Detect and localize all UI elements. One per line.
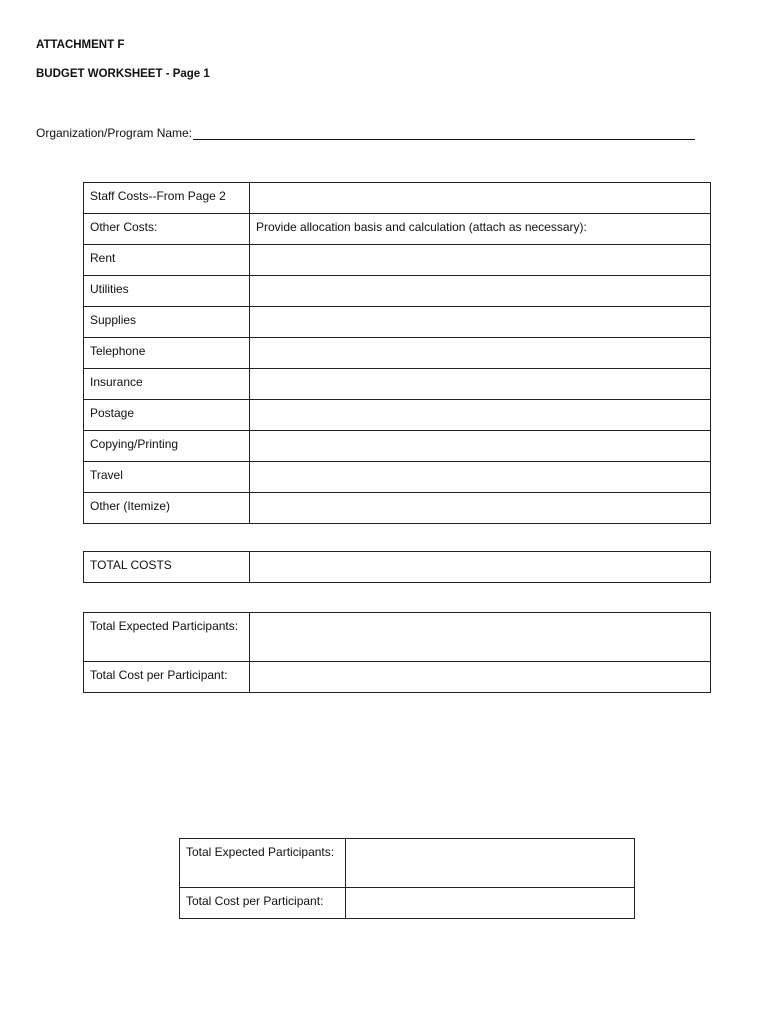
table-row <box>84 245 711 276</box>
expected-participants-field[interactable] <box>250 613 711 662</box>
organization-name-label: Organization/Program Name: <box>36 126 193 140</box>
participants-table <box>83 612 711 693</box>
cost-per-participant-field[interactable] <box>250 662 711 693</box>
table-row <box>180 839 635 888</box>
table-row <box>84 552 711 583</box>
cost-item-label: Other (Itemize) <box>84 493 250 524</box>
cost-item-field[interactable] <box>250 307 711 338</box>
organization-name-field[interactable] <box>193 126 695 140</box>
cost-per-participant-label: Total Cost per Participant: <box>180 888 346 919</box>
table-row <box>84 462 711 493</box>
table-row <box>84 400 711 431</box>
staff-costs-label: Staff Costs--From Page 2 <box>84 183 250 214</box>
table-row <box>84 431 711 462</box>
attachment-title: ATTACHMENT F <box>36 39 125 51</box>
cost-item-field[interactable] <box>250 462 711 493</box>
cost-per-participant-field[interactable] <box>346 888 635 919</box>
organization-name-row <box>36 126 695 140</box>
other-costs-instruction: Provide allocation basis and calculation (attach as necessary): <box>250 214 711 245</box>
cost-item-field[interactable] <box>250 338 711 369</box>
cost-item-label: Copying/Printing <box>84 431 250 462</box>
worksheet-title: BUDGET WORKSHEET - Page 1 <box>36 68 210 80</box>
cost-item-label: Supplies <box>84 307 250 338</box>
table-row <box>84 493 711 524</box>
cost-item-field[interactable] <box>250 369 711 400</box>
table-row <box>84 338 711 369</box>
cost-item-field[interactable] <box>250 493 711 524</box>
cost-item-field[interactable] <box>250 276 711 307</box>
table-row <box>84 613 711 662</box>
cost-item-field[interactable] <box>250 431 711 462</box>
cost-item-label: Insurance <box>84 369 250 400</box>
participants-table-repeat <box>179 838 635 919</box>
costs-table <box>83 182 711 524</box>
table-row <box>84 662 711 693</box>
expected-participants-label: Total Expected Participants: <box>180 839 346 888</box>
table-row <box>84 214 711 245</box>
expected-participants-label: Total Expected Participants: <box>84 613 250 662</box>
expected-participants-field[interactable] <box>346 839 635 888</box>
table-row <box>84 183 711 214</box>
table-row <box>84 369 711 400</box>
cost-item-label: Travel <box>84 462 250 493</box>
cost-item-field[interactable] <box>250 245 711 276</box>
table-row <box>84 276 711 307</box>
total-costs-field[interactable] <box>250 552 711 583</box>
cost-item-label: Rent <box>84 245 250 276</box>
cost-item-field[interactable] <box>250 400 711 431</box>
total-costs-label: TOTAL COSTS <box>84 552 250 583</box>
table-row <box>84 307 711 338</box>
table-row <box>180 888 635 919</box>
cost-per-participant-label: Total Cost per Participant: <box>84 662 250 693</box>
cost-item-label: Utilities <box>84 276 250 307</box>
other-costs-label: Other Costs: <box>84 214 250 245</box>
cost-item-label: Telephone <box>84 338 250 369</box>
staff-costs-field[interactable] <box>250 183 711 214</box>
total-costs-table <box>83 551 711 583</box>
cost-item-label: Postage <box>84 400 250 431</box>
